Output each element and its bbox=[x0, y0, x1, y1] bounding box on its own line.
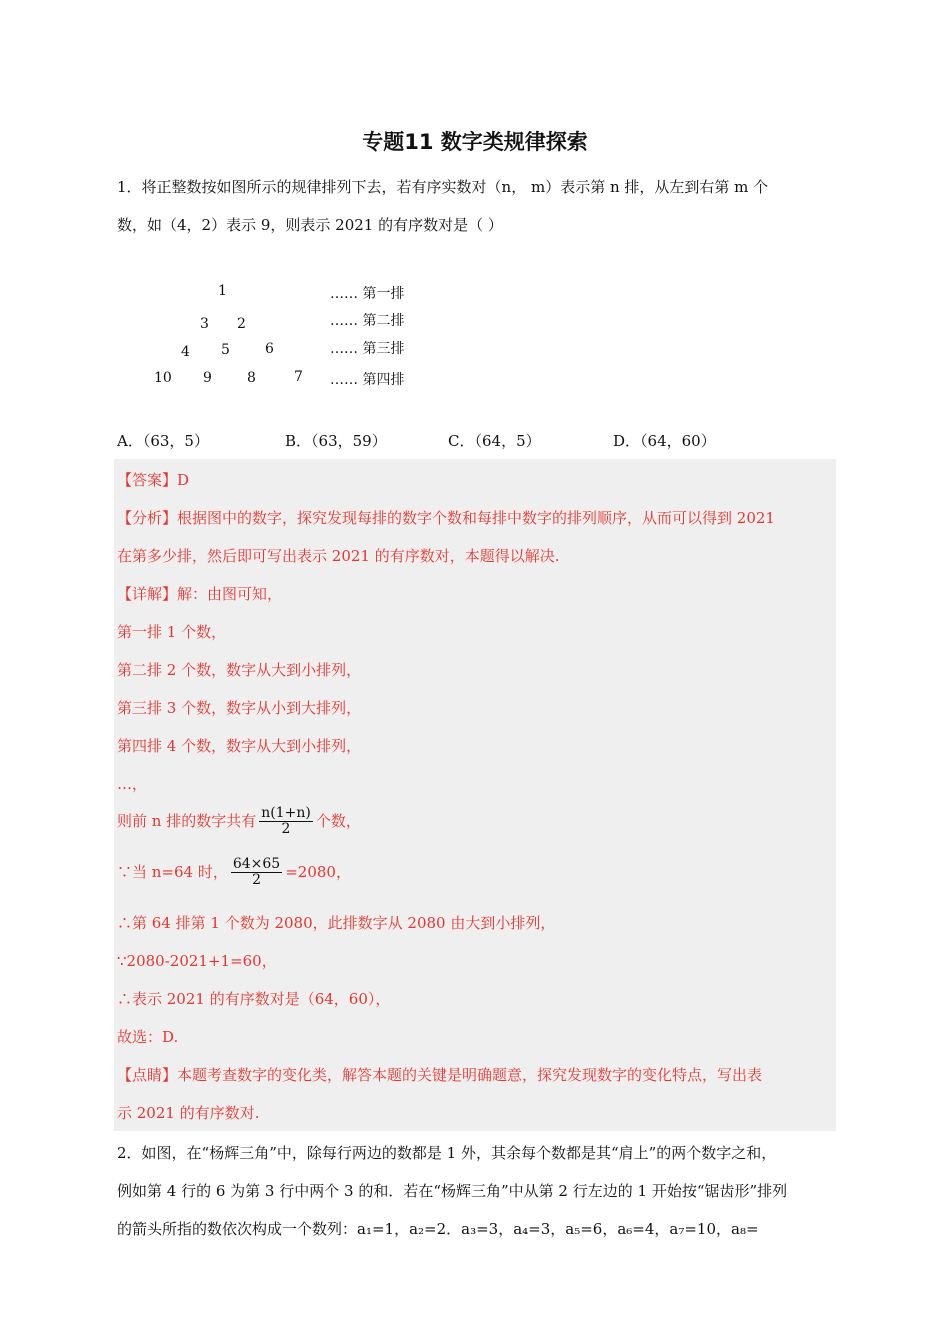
detail-line: ∴表示 2021 的有序数对是（64，60）， bbox=[117, 990, 391, 1008]
page-title: 专题11 数字类规律探索 bbox=[362, 130, 588, 154]
analysis-line: 【分析】根据图中的数字，探究发现每排的数字个数和每排中数字的排列顺序，从而可以得到 2021 bbox=[117, 509, 775, 527]
question-2-text-line: 2．如图，在“杨辉三角”中，除每行两边的数都是 1 外，其余每个数都是其“肩上”的两个数字之和， bbox=[117, 1144, 777, 1162]
comment-line: 示 2021 的有序数对. bbox=[117, 1104, 260, 1122]
figure-number: 3 bbox=[200, 316, 209, 332]
analysis-line: 在第多少排，然后即可写出表示 2021 的有序数对，本题得以解决. bbox=[117, 547, 560, 565]
question-2-text-line: 的箭头所指的数依次构成一个数列：a₁=1，a₂=2．a₃=3，a₄=3，a₅=6，a₆=4，a₇=10，a₈= bbox=[117, 1220, 759, 1238]
formula-line bbox=[117, 806, 361, 838]
comment-line: 【点睛】本题考查数字的变化类，解答本题的关键是明确题意，探究发现数字的变化特点，写出表 bbox=[117, 1066, 763, 1084]
figure-number: 7 bbox=[294, 369, 303, 385]
figure-number: 4 bbox=[181, 344, 190, 360]
fraction-denominator: 2 bbox=[281, 821, 291, 838]
figure-number: 8 bbox=[247, 370, 256, 386]
fraction-numerator: 64×65 bbox=[232, 856, 281, 872]
option-d: D．（64，60） bbox=[613, 432, 716, 450]
option-b: B．（63，59） bbox=[285, 432, 387, 450]
fraction bbox=[259, 806, 313, 838]
detail-line: 第一排 1 个数， bbox=[117, 623, 227, 641]
question-1-text-line-2: 数，如（4，2）表示 9，则表示 2021 的有序数对是（ ） bbox=[117, 216, 503, 234]
figure-number: 2 bbox=[237, 316, 246, 332]
fraction-denominator: 2 bbox=[252, 872, 261, 889]
fraction bbox=[231, 857, 282, 889]
figure-number: 6 bbox=[265, 341, 274, 357]
number-arrangement-figure bbox=[140, 276, 440, 396]
question-1-options bbox=[117, 430, 817, 452]
option-c: C．（64，5） bbox=[448, 432, 541, 450]
row-label: …… 第三排 bbox=[330, 341, 405, 357]
row-label: …… 第二排 bbox=[330, 313, 405, 329]
option-a: A．（63，5） bbox=[117, 432, 209, 450]
figure-number: 1 bbox=[218, 283, 227, 299]
fraction-numerator: n(1+n) bbox=[261, 805, 311, 821]
formula-text: =2080， bbox=[285, 862, 351, 881]
detail-line: 故选：D. bbox=[117, 1028, 179, 1046]
formula-line bbox=[117, 857, 351, 889]
formula-text: 则前 n 排的数字共有 bbox=[117, 811, 257, 830]
detail-line: …， bbox=[117, 775, 148, 793]
formula-text: 个数， bbox=[315, 811, 361, 830]
answer-line: 【答案】D bbox=[117, 471, 190, 489]
detail-line: 第二排 2 个数，数字从大到小排列， bbox=[117, 661, 362, 679]
detail-line: ∴第 64 排第 1 个数为 2080，此排数字从 2080 由大到小排列， bbox=[117, 914, 556, 932]
detail-line: 第四排 4 个数，数字从大到小排列， bbox=[117, 737, 362, 755]
figure-number: 5 bbox=[221, 342, 230, 358]
question-2-text-line: 例如第 4 行的 6 为第 3 行中两个 3 的和．若在“杨辉三角”中从第 2 行左边的 1 开始按“锯齿形”排列 bbox=[117, 1182, 788, 1200]
formula-text: ∵当 n=64 时， bbox=[117, 862, 228, 881]
row-label: …… 第一排 bbox=[330, 286, 405, 302]
detail-line: 第三排 3 个数，数字从小到大排列， bbox=[117, 699, 362, 717]
figure-number: 9 bbox=[203, 370, 212, 386]
detail-line: 【详解】解：由图可知， bbox=[117, 585, 283, 603]
detail-line: ∵2080-2021+1=60， bbox=[117, 952, 277, 970]
question-1-text-line-1: 1．将正整数按如图所示的规律排列下去，若有序实数对（n， m）表示第 n 排，从左到右第 m 个 bbox=[117, 178, 769, 196]
row-label: …… 第四排 bbox=[330, 372, 405, 388]
figure-number: 10 bbox=[154, 370, 172, 386]
